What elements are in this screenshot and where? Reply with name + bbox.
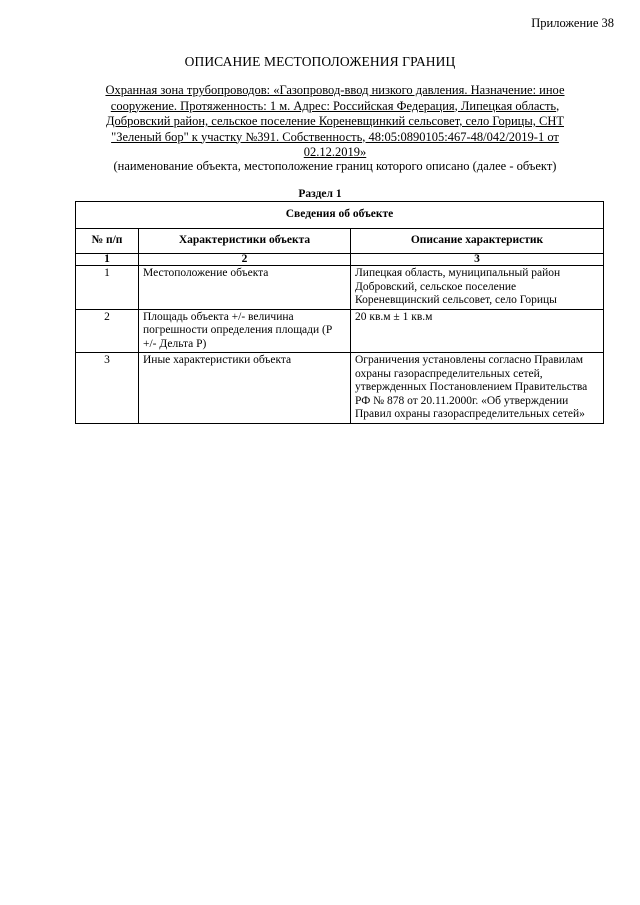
row-number: 3 (76, 353, 139, 424)
row-description: Липецкая область, муниципальный район Добровский, сельское поселение Кореневщинский сельсовет, село Горицы (351, 266, 604, 310)
object-description: Охранная зона трубопроводов: «Газопровод-ввод низкого давления. Назначение: иное сооружение. Протяженность: 1 м. Адрес: Российская Федерация, Липецкая область, Добровский район, сельское поселение Кореневщинкий сельсовет, село Горицы, СНТ "Зеленый бор" к участку №391. Собственность, 48:05:0890105:467-48/042/2019-1 от 02.12.2019» (105, 83, 565, 159)
column-header-characteristic: Характеристики объекта (139, 229, 351, 254)
row-characteristic: Местоположение объекта (139, 266, 351, 310)
page-title: ОПИСАНИЕ МЕСТОПОЛОЖЕНИЯ ГРАНИЦ (184, 54, 456, 69)
table-caption: Сведения об объекте (76, 202, 604, 229)
object-caption: (наименование объекта, местоположение границ которого описано (далее - объект) (113, 159, 557, 173)
table-row (76, 266, 604, 310)
row-characteristic: Иные характеристики объекта (139, 353, 351, 424)
row-number: 1 (76, 266, 139, 310)
object-info-table (75, 201, 604, 424)
row-description: Ограничения установлены согласно Правилам охраны газораспределительных сетей, утвержденных Постановлением Правительства РФ № 878 от 20.11.2000г. «Об утверждении Правил охраны газораспределительных сетей» (351, 353, 604, 424)
column-number: 3 (351, 254, 604, 266)
table-row (76, 353, 604, 424)
column-number: 1 (76, 254, 139, 266)
table-row (76, 309, 604, 353)
row-characteristic: Площадь объекта +/- величина погрешности определения площади (Р +/- Дельта Р) (139, 309, 351, 353)
column-header-description: Описание характеристик (351, 229, 604, 254)
appendix-label: Приложение 38 (531, 16, 614, 30)
row-description: 20 кв.м ± 1 кв.м (351, 309, 604, 353)
row-number: 2 (76, 309, 139, 353)
section-title: Раздел 1 (298, 188, 342, 200)
column-header-number: № п/п (76, 229, 139, 254)
column-number: 2 (139, 254, 351, 266)
